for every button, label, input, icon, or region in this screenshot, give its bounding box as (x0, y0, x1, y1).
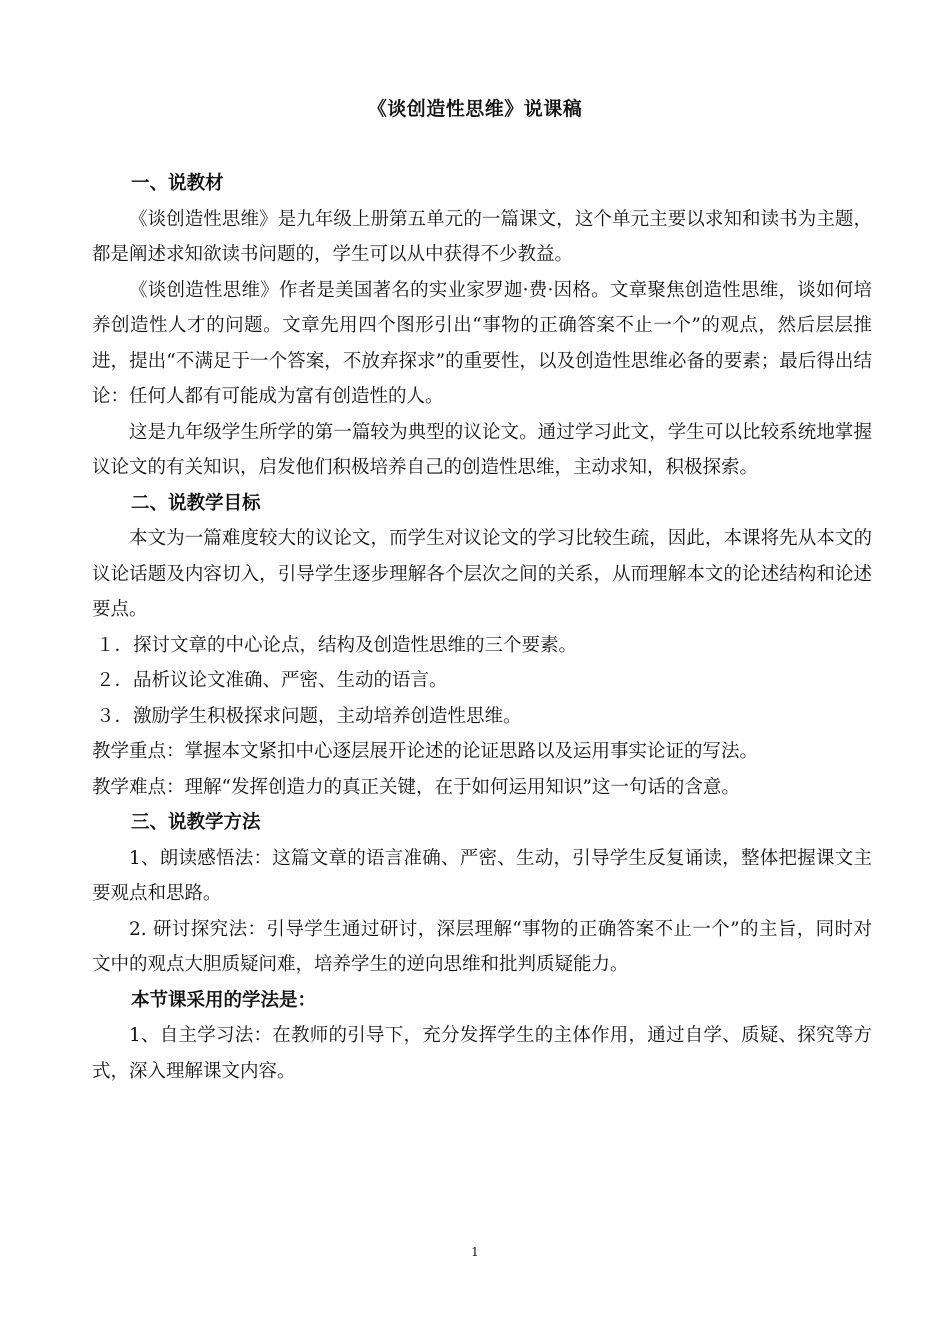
teaching-difficulty: 教学难点：理解“发挥创造力的真正关键，在于如何运用知识”这一句话的含意。 (92, 776, 740, 798)
goal-item-3: ３．激励学生积极探求问题，主动培养创造性思维。 (96, 705, 522, 727)
paragraph-method-self-study: 1、自主学习法：在教师的引导下，充分发挥学生的主体作用，通过自学、质疑、探究等方式，深入理解课文内容。 (92, 1025, 872, 1082)
paragraph-material-significance: 这是九年级学生所学的第一篇较为典型的议论文。通过学习此文，学生可以比较系统地掌握议论文的有关知识，启发他们积极培养自己的创造性思维，主动求知，积极探索。 (92, 421, 872, 478)
paragraph-method-reading: 1、朗读感悟法：这篇文章的语言准确、严密、生动，引导学生反复诵读，整体把握课文主要观点和思路。 (92, 847, 872, 904)
subheading-learning-methods: 本节课采用的学法是： (131, 989, 317, 1011)
paragraph-material-intro: 《谈创造性思维》是九年级上册第五单元的一篇课文，这个单元主要以求知和读书为主题，都是阐述求知欲读书问题的，学生可以从中获得不少教益。 (92, 208, 872, 265)
section-heading-teaching-goals: 二、说教学目标 (131, 492, 261, 514)
teaching-focus: 教学重点：掌握本文紧扣中心逐层展开论述的论证思路以及运用事实论证的写法。 (92, 741, 759, 762)
paragraph-method-inquiry: 2. 研讨探究法：引导学生通过研讨，深层理解“事物的正确答案不止一个”的主旨，同时对文中的观点大胆质疑问难，培养学生的逆向思维和批判质疑能力。 (92, 918, 872, 975)
document-title: 《谈创造性思维》说课稿 (367, 98, 583, 120)
document-body (92, 166, 872, 1089)
section-heading-teaching-material: 一、说教材 (131, 173, 224, 194)
goal-item-2: ２．品析议论文准确、严密、生动的语言。 (96, 670, 448, 691)
section-heading-teaching-methods: 三、说教学方法 (131, 812, 261, 833)
paragraph-material-author: 《谈创造性思维》作者是美国著名的实业家罗迦·费·因格。文章聚焦创造性思维，谈如何培养创造性人才的问题。文章先用四个图形引出“事物的正确答案不止一个”的观点，然后层层推进，提出“不满足于一个答案，不放弃探求”的重要性，以及创造性思维必备的要素；最后得出结论：任何人都有可能成为富有创造性的人。 (92, 279, 872, 407)
paragraph-goals-intro: 本文为一篇难度较大的议论文，而学生对议论文的学习比较生疏，因此，本课将先从本文的议论话题及内容切入，引导学生逐步理解各个层次之间的关系，从而理解本文的论述结构和论述要点。 (92, 528, 872, 620)
goal-item-1: １．探讨文章的中心论点，结构及创造性思维的三个要素。 (96, 634, 578, 656)
page-number: 1 (471, 1245, 479, 1259)
